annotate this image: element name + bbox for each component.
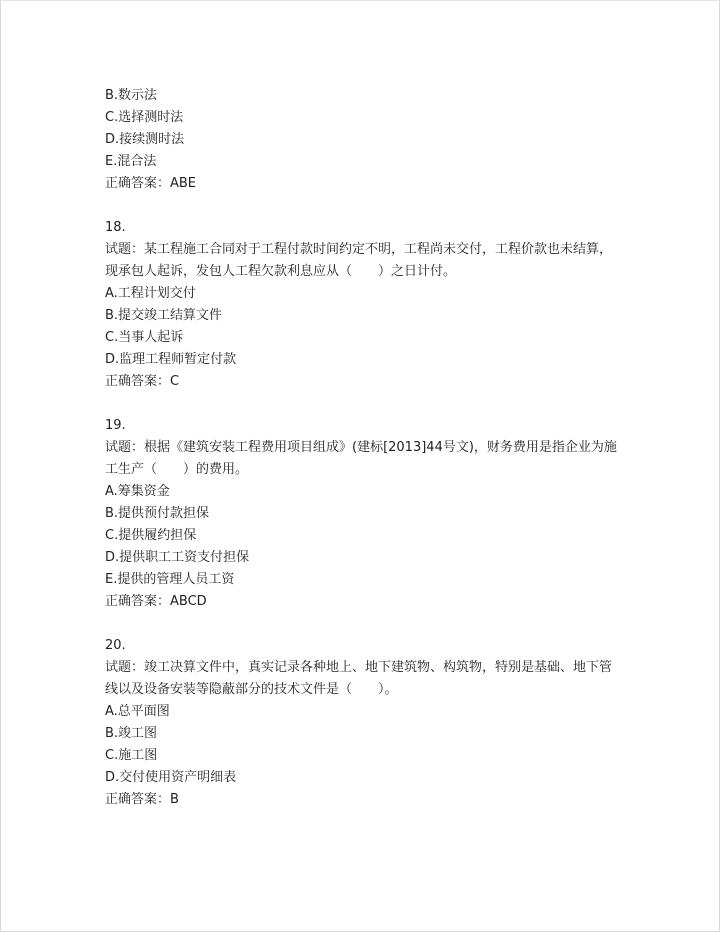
option-b: B.提交竣工结算文件	[105, 308, 223, 323]
option-d: D.监理工程师暂定付款	[105, 352, 237, 367]
question-stem-line-1: 试题：竣工决算文件中，真实记录各种地上、地下建筑物、构筑物，特别是基础、地下管	[105, 660, 613, 675]
question-number: 20.	[105, 638, 126, 653]
option-b: B.竣工图	[105, 726, 158, 741]
question-18	[105, 217, 625, 393]
answer-line: 正确答案：B	[105, 792, 179, 807]
option-b: B.提供预付款担保	[105, 506, 210, 521]
answer-line: 正确答案：ABE	[105, 176, 197, 191]
option-e: E.混合法	[105, 154, 157, 169]
question-content	[105, 85, 625, 811]
question-number: 18.	[105, 220, 126, 235]
answer-line: 正确答案：C	[105, 374, 180, 389]
option-c: C.选择测时法	[105, 110, 184, 125]
option-c: C.当事人起诉	[105, 330, 184, 345]
option-a: A.工程计划交付	[105, 286, 196, 301]
option-d: D.接续测时法	[105, 132, 185, 147]
question-19	[105, 415, 625, 613]
question-stem-line-1: 试题：根据《建筑安装工程费用项目组成》(建标[2013]44号文)，财务费用是指企业为施	[105, 440, 617, 455]
prev-question-options	[105, 85, 625, 195]
question-20	[105, 635, 625, 811]
question-stem-line-2: 现承包人起诉，发包人工程欠款利息应从（ ）之日计付。	[105, 264, 457, 279]
option-a: A.筹集资金	[105, 484, 170, 499]
option-b: B.数示法	[105, 88, 158, 103]
option-d: D.提供职工工资支付担保	[105, 550, 250, 565]
option-a: A.总平面图	[105, 704, 170, 719]
option-e: E.提供的管理人员工资	[105, 572, 235, 587]
option-c: C.提供履约担保	[105, 528, 197, 543]
option-c: C.施工图	[105, 748, 158, 763]
question-stem-line-2: 工生产（ ）的费用。	[105, 462, 249, 477]
question-number: 19.	[105, 418, 126, 433]
question-stem-line-2: 线以及设备安装等隐蔽部分的技术文件是（ ）。	[105, 682, 398, 697]
option-d: D.交付使用资产明细表	[105, 770, 237, 785]
answer-line: 正确答案：ABCD	[105, 594, 207, 609]
question-stem-line-1: 试题：某工程施工合同对于工程付款时间约定不明，工程尚未交付，工程价款也未结算，	[105, 242, 613, 257]
